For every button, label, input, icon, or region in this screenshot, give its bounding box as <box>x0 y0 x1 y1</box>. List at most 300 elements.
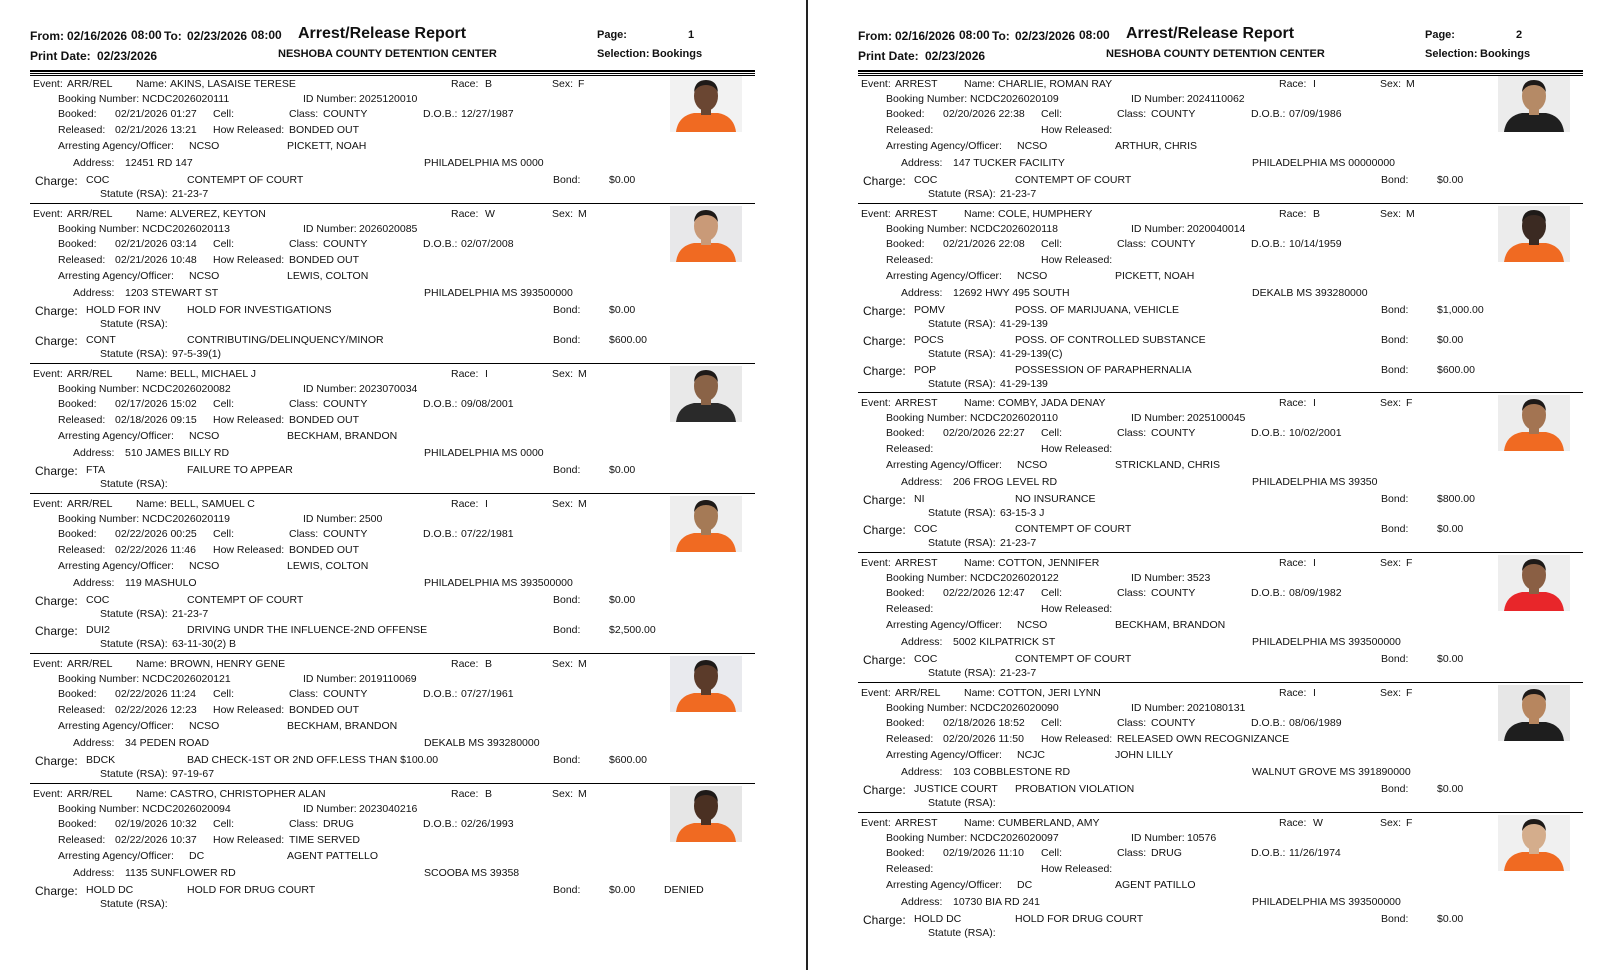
arresting-officer: BECKHAM, BRANDON <box>1115 619 1226 631</box>
date-of-birth: 08/06/1989 <box>1289 717 1342 729</box>
charge-code: HOLD DC <box>86 884 134 896</box>
street-address: 119 MASHULO <box>125 577 197 589</box>
mugshot-graphic <box>670 496 742 552</box>
statute-label: Statute (RSA): <box>928 318 996 330</box>
street-address: 1203 STEWART ST <box>125 287 219 299</box>
report-title: Arrest/Release Report <box>298 25 467 42</box>
statute-value: 97-5-39(1) <box>172 348 222 360</box>
class-value: DRUG <box>1151 847 1182 859</box>
street-address: 510 JAMES BILLY RD <box>125 447 230 459</box>
event-value: ARR/REL <box>67 658 113 670</box>
booked-datetime: 02/21/2026 22:08 <box>943 238 1025 250</box>
class-label: Class: <box>289 238 319 250</box>
dob-label: D.O.B.: <box>1251 587 1286 599</box>
charge-label: Charge: <box>35 174 78 188</box>
class-label: Class: <box>289 398 319 410</box>
bond-amount: $800.00 <box>1437 493 1475 505</box>
released-label: Released: <box>886 603 934 615</box>
sex-label: Sex: <box>552 208 574 220</box>
id-number: 2024110062 <box>1187 93 1245 105</box>
report-title: Arrest/Release Report <box>1126 25 1295 42</box>
sex-label: Sex: <box>1380 817 1402 829</box>
street-address: 12692 HWY 495 SOUTH <box>953 287 1070 299</box>
id-number-label: ID Number: <box>1131 572 1185 584</box>
booking-number: NCDC2026020090 <box>970 702 1059 714</box>
charge-label: Charge: <box>863 913 906 927</box>
race-value: W <box>485 208 495 220</box>
street-address: 5002 KILPATRICK ST <box>953 636 1056 648</box>
charge-description: POSSESSION OF PARAPHERNALIA <box>1015 364 1192 376</box>
class-value: COUNTY <box>323 688 368 700</box>
booking-number: NCDC2026020121 <box>142 673 231 685</box>
booked-datetime: 02/17/2026 15:02 <box>115 398 197 410</box>
inmate-name: COTTON, JERI LYNN <box>998 687 1101 699</box>
statute-label: Statute (RSA): <box>928 927 996 939</box>
how-released-value: BONDED OUT <box>289 124 360 136</box>
arresting-agency-label: Arresting Agency/Officer: <box>58 430 174 442</box>
dob-label: D.O.B.: <box>1251 717 1286 729</box>
booked-label: Booked: <box>58 818 97 830</box>
booking-number: NCDC2026020118 <box>970 223 1058 235</box>
mugshot-photo <box>670 656 742 712</box>
bond-label: Bond: <box>553 884 581 896</box>
cell-label: Cell: <box>1041 238 1063 250</box>
race-value: B <box>485 78 493 90</box>
charge-label: Charge: <box>863 364 906 378</box>
statute-value: 41-29-139 <box>1000 318 1048 330</box>
cell-label: Cell: <box>213 688 235 700</box>
how-released-label: How Released: <box>1041 443 1113 455</box>
statute-label: Statute (RSA): <box>100 478 168 490</box>
sex-label: Sex: <box>552 78 574 90</box>
bond-amount: $0.00 <box>609 884 636 896</box>
arresting-agency: NCSO <box>1017 140 1048 152</box>
address-label: Address: <box>901 766 943 778</box>
booked-datetime: 02/19/2026 11:10 <box>943 847 1024 859</box>
date-of-birth: 07/27/1961 <box>461 688 514 700</box>
charge-code: BDCK <box>86 754 116 766</box>
race-value: I <box>1313 397 1316 409</box>
cell-label: Cell: <box>1041 847 1063 859</box>
bond-amount: $0.00 <box>1437 783 1464 795</box>
id-number-label: ID Number: <box>1131 412 1185 424</box>
bond-amount: $0.00 <box>609 594 636 606</box>
bond-amount: $0.00 <box>609 174 636 186</box>
city-state-zip: DEKALB MS 393280000 <box>1252 287 1368 299</box>
class-label: Class: <box>1117 238 1147 250</box>
how-released-value: TIME SERVED <box>289 834 360 846</box>
booking-record <box>30 203 755 360</box>
charge-description: CONTEMPT OF COURT <box>1015 653 1132 665</box>
class-label: Class: <box>1117 108 1147 120</box>
id-number: 2026020085 <box>359 223 418 235</box>
street-address: 103 COBBLESTONE RD <box>953 766 1071 778</box>
name-label: Name: <box>964 557 995 569</box>
sex-value: F <box>1406 557 1413 569</box>
booked-label: Booked: <box>58 398 97 410</box>
statute-value: 21-23-7 <box>1000 667 1037 679</box>
to-label: To: <box>164 29 182 43</box>
released-datetime: 02/21/2026 13:21 <box>115 124 197 136</box>
bond-amount: $600.00 <box>609 334 647 346</box>
booking-number: NCDC2026020122 <box>970 572 1059 584</box>
charge-code: COC <box>914 653 938 665</box>
street-address: 10730 BIA RD 241 <box>953 896 1040 908</box>
sex-value: M <box>578 208 587 220</box>
charge-description: DRIVING UNDR THE INFLUENCE-2ND OFFENSE <box>187 624 428 636</box>
charge-code: POMV <box>914 304 945 316</box>
address-label: Address: <box>901 476 943 488</box>
charge-description: CONTRIBUTING/DELINQUENCY/MINOR <box>187 334 384 346</box>
bond-label: Bond: <box>553 334 581 346</box>
print-date-label: Print Date: <box>30 49 91 63</box>
cell-label: Cell: <box>213 818 235 830</box>
mugshot-graphic <box>670 76 742 132</box>
charge-label: Charge: <box>35 304 78 318</box>
sex-value: M <box>578 368 587 380</box>
city-state-zip: WALNUT GROVE MS 391890000 <box>1252 766 1411 778</box>
print-date: 02/23/2026 <box>97 49 158 63</box>
event-value: ARR/REL <box>67 788 113 800</box>
facility-name: NESHOBA COUNTY DETENTION CENTER <box>1106 48 1325 60</box>
mugshot-graphic <box>1498 815 1570 871</box>
dob-label: D.O.B.: <box>1251 847 1286 859</box>
event-label: Event: <box>33 368 63 380</box>
charge-label: Charge: <box>863 653 906 667</box>
name-label: Name: <box>136 788 167 800</box>
mugshot-photo <box>1498 555 1570 611</box>
event-label: Event: <box>33 208 63 220</box>
arresting-agency: DC <box>189 850 205 862</box>
charge-code: JUSTICE COURT <box>914 783 998 795</box>
bond-label: Bond: <box>1381 334 1409 346</box>
to-label: To: <box>992 29 1010 43</box>
sex-label: Sex: <box>1380 208 1402 220</box>
street-address: 34 PEDEN ROAD <box>125 737 210 749</box>
how-released-label: How Released: <box>1041 733 1113 745</box>
id-number-label: ID Number: <box>303 93 357 105</box>
mugshot-graphic <box>670 786 742 842</box>
selection-label: Selection: <box>1425 48 1478 60</box>
booking-record <box>858 812 1583 942</box>
statute-value: 41-29-139 <box>1000 378 1048 390</box>
inmate-name: BELL, MICHAEL J <box>170 368 256 380</box>
id-number: 10576 <box>1187 832 1217 844</box>
race-label: Race: <box>1279 397 1307 409</box>
arresting-officer: LEWIS, COLTON <box>287 270 369 282</box>
sex-value: F <box>578 78 585 90</box>
event-value: ARR/REL <box>895 687 941 699</box>
booking-number-label: Booking Number: <box>886 412 968 424</box>
cell-label: Cell: <box>213 398 235 410</box>
booking-record <box>30 493 755 650</box>
city-state-zip: PHILADELPHIA MS 0000 <box>424 447 544 459</box>
from-date: 02/16/2026 <box>895 29 956 43</box>
cell-label: Cell: <box>1041 108 1063 120</box>
city-state-zip: PHILADELPHIA MS 00000000 <box>1252 157 1396 169</box>
released-label: Released: <box>58 124 106 136</box>
class-value: COUNTY <box>1151 108 1196 120</box>
dob-label: D.O.B.: <box>423 398 458 410</box>
name-label: Name: <box>964 208 995 220</box>
mugshot-photo <box>1498 395 1570 451</box>
class-label: Class: <box>1117 427 1147 439</box>
mugshot-graphic <box>1498 206 1570 262</box>
bond-amount: $0.00 <box>1437 913 1464 925</box>
mugshot-graphic <box>1498 685 1570 741</box>
how-released-label: How Released: <box>213 414 285 426</box>
race-value: W <box>1313 817 1323 829</box>
arresting-officer: STRICKLAND, CHRIS <box>1115 459 1221 471</box>
event-value: ARREST <box>895 817 938 829</box>
statute-label: Statute (RSA): <box>928 667 996 679</box>
statute-label: Statute (RSA): <box>100 188 168 200</box>
class-value: COUNTY <box>323 398 368 410</box>
booking-number-label: Booking Number: <box>886 223 968 235</box>
class-label: Class: <box>1117 717 1147 729</box>
dob-label: D.O.B.: <box>423 108 458 120</box>
charge-label: Charge: <box>863 783 906 797</box>
bond-label: Bond: <box>553 174 581 186</box>
sex-label: Sex: <box>1380 78 1402 90</box>
booked-datetime: 02/22/2026 12:47 <box>943 587 1025 599</box>
charge-description: HOLD FOR DRUG COURT <box>1015 913 1144 925</box>
bond-label: Bond: <box>1381 493 1409 505</box>
booking-number: NCDC2026020097 <box>970 832 1059 844</box>
sex-label: Sex: <box>552 498 574 510</box>
id-number: 2025100045 <box>1187 412 1246 424</box>
charge-code: COC <box>914 174 938 186</box>
race-label: Race: <box>1279 817 1307 829</box>
bond-amount: $0.00 <box>1437 174 1464 186</box>
id-number: 2020040014 <box>1187 223 1246 235</box>
arresting-agency: NCSO <box>1017 619 1048 631</box>
to-time: 08:00 <box>1079 28 1110 42</box>
header-rule <box>30 70 755 72</box>
name-label: Name: <box>964 78 995 90</box>
bond-label: Bond: <box>553 624 581 636</box>
booked-datetime: 02/20/2026 22:27 <box>943 427 1025 439</box>
charge-description: NO INSURANCE <box>1015 493 1096 505</box>
sex-value: F <box>1406 687 1413 699</box>
bond-status: DENIED <box>664 884 704 896</box>
page-number: 1 <box>688 29 695 41</box>
released-datetime: 02/20/2026 11:50 <box>943 733 1024 745</box>
statute-value: 97-19-67 <box>172 768 215 780</box>
name-label: Name: <box>136 208 167 220</box>
booking-number-label: Booking Number: <box>886 832 968 844</box>
booking-record <box>858 392 1583 549</box>
statute-value: 21-23-7 <box>172 188 209 200</box>
how-released-label: How Released: <box>1041 254 1113 266</box>
address-label: Address: <box>73 157 115 169</box>
city-state-zip: PHILADELPHIA MS 393500000 <box>1252 896 1401 908</box>
charge-label: Charge: <box>35 884 78 898</box>
class-label: Class: <box>289 688 319 700</box>
mugshot-photo <box>1498 685 1570 741</box>
report-page-2 <box>858 0 1588 970</box>
how-released-label: How Released: <box>213 704 285 716</box>
page-label: Page: <box>597 29 627 41</box>
bond-label: Bond: <box>1381 783 1409 795</box>
race-label: Race: <box>1279 208 1307 220</box>
charge-label: Charge: <box>863 174 906 188</box>
dob-label: D.O.B.: <box>1251 238 1286 250</box>
booked-label: Booked: <box>58 108 97 120</box>
booking-number: NCDC2026020119 <box>142 513 230 525</box>
how-released-value: BONDED OUT <box>289 254 360 266</box>
cell-label: Cell: <box>1041 587 1063 599</box>
booking-number: NCDC2026020110 <box>970 412 1058 424</box>
arresting-officer: AGENT PATTELLO <box>287 850 379 862</box>
charge-code: CONT <box>86 334 116 346</box>
bond-amount: $0.00 <box>1437 653 1464 665</box>
booked-label: Booked: <box>886 427 925 439</box>
booking-number-label: Booking Number: <box>58 383 140 395</box>
dob-label: D.O.B.: <box>423 818 458 830</box>
how-released-value: RELEASED OWN RECOGNIZANCE <box>1117 733 1290 745</box>
charge-description: CONTEMPT OF COURT <box>187 594 304 606</box>
inmate-name: AKINS, LASAISE TERESE <box>170 78 296 90</box>
booked-label: Booked: <box>58 238 97 250</box>
race-value: I <box>485 368 488 380</box>
charge-description: FAILURE TO APPEAR <box>187 464 293 476</box>
race-value: I <box>485 498 488 510</box>
id-number: 2021080131 <box>1187 702 1246 714</box>
sex-value: F <box>1406 397 1413 409</box>
event-label: Event: <box>33 498 63 510</box>
class-label: Class: <box>1117 587 1147 599</box>
booking-number-label: Booking Number: <box>58 673 140 685</box>
sex-value: M <box>1406 78 1415 90</box>
released-datetime: 02/22/2026 10:37 <box>115 834 197 846</box>
race-label: Race: <box>451 368 479 380</box>
charge-label: Charge: <box>863 334 906 348</box>
address-label: Address: <box>73 287 115 299</box>
inmate-name: BELL, SAMUEL C <box>170 498 255 510</box>
city-state-zip: PHILADELPHIA MS 393500000 <box>424 287 573 299</box>
city-state-zip: PHILADELPHIA MS 393500000 <box>1252 636 1401 648</box>
name-label: Name: <box>136 658 167 670</box>
id-number: 2023040216 <box>359 803 418 815</box>
race-value: I <box>1313 687 1316 699</box>
event-label: Event: <box>861 397 891 409</box>
released-label: Released: <box>58 834 106 846</box>
from-time: 08:00 <box>131 28 162 42</box>
booking-number-label: Booking Number: <box>58 803 140 815</box>
class-value: COUNTY <box>1151 427 1196 439</box>
bond-amount: $1,000.00 <box>1437 304 1484 316</box>
inmate-name: COTTON, JENNIFER <box>998 557 1100 569</box>
mugshot-photo <box>670 496 742 552</box>
mugshot-photo <box>670 366 742 422</box>
name-label: Name: <box>136 368 167 380</box>
statute-label: Statute (RSA): <box>928 797 996 809</box>
arresting-agency: NCSO <box>189 140 220 152</box>
arresting-agency: NCSO <box>1017 459 1048 471</box>
arresting-agency: NCSO <box>189 560 220 572</box>
date-of-birth: 10/02/2001 <box>1289 427 1342 439</box>
bond-amount: $2,500.00 <box>609 624 656 636</box>
statute-label: Statute (RSA): <box>100 898 168 910</box>
address-label: Address: <box>901 636 943 648</box>
booking-number: NCDC2026020109 <box>970 93 1059 105</box>
cell-label: Cell: <box>213 528 235 540</box>
address-label: Address: <box>901 287 943 299</box>
inmate-name: ALVEREZ, KEYTON <box>170 208 266 220</box>
id-number-label: ID Number: <box>303 803 357 815</box>
address-label: Address: <box>73 867 115 879</box>
booking-number-label: Booking Number: <box>886 572 968 584</box>
released-label: Released: <box>58 414 106 426</box>
bond-label: Bond: <box>553 464 581 476</box>
arresting-agency-label: Arresting Agency/Officer: <box>58 720 174 732</box>
id-number: 2500 <box>359 513 383 525</box>
how-released-label: How Released: <box>1041 603 1113 615</box>
cell-label: Cell: <box>213 238 235 250</box>
bond-label: Bond: <box>1381 304 1409 316</box>
id-number-label: ID Number: <box>303 673 357 685</box>
selection-value: Bookings <box>1480 48 1531 60</box>
id-number-label: ID Number: <box>1131 832 1185 844</box>
released-label: Released: <box>58 254 106 266</box>
class-value: COUNTY <box>323 528 368 540</box>
inmate-name: BROWN, HENRY GENE <box>170 658 286 670</box>
bond-label: Bond: <box>1381 364 1409 376</box>
id-number-label: ID Number: <box>303 383 357 395</box>
event-label: Event: <box>861 78 891 90</box>
name-label: Name: <box>136 78 167 90</box>
booking-record <box>858 552 1583 682</box>
race-label: Race: <box>451 208 479 220</box>
address-label: Address: <box>901 157 943 169</box>
released-label: Released: <box>58 544 106 556</box>
race-value: B <box>485 788 493 800</box>
booking-number-label: Booking Number: <box>58 93 140 105</box>
how-released-label: How Released: <box>1041 124 1113 136</box>
inmate-name: COLE, HUMPHERY <box>998 208 1093 220</box>
address-label: Address: <box>73 737 115 749</box>
charge-code: COC <box>86 594 110 606</box>
from-label: From: <box>30 29 64 43</box>
arresting-officer: BECKHAM, BRANDON <box>287 720 398 732</box>
id-number-label: ID Number: <box>1131 93 1185 105</box>
sex-label: Sex: <box>1380 687 1402 699</box>
released-datetime: 02/18/2026 09:15 <box>115 414 197 426</box>
charge-label: Charge: <box>35 464 78 478</box>
id-number-label: ID Number: <box>1131 223 1185 235</box>
date-of-birth: 02/26/1993 <box>461 818 514 830</box>
bond-label: Bond: <box>1381 523 1409 535</box>
arresting-agency-label: Arresting Agency/Officer: <box>886 140 1002 152</box>
sex-label: Sex: <box>552 368 574 380</box>
bond-amount: $600.00 <box>1437 364 1475 376</box>
charge-label: Charge: <box>35 754 78 768</box>
booked-datetime: 02/21/2026 01:27 <box>115 108 197 120</box>
charge-label: Charge: <box>35 334 78 348</box>
date-of-birth: 07/09/1986 <box>1289 108 1342 120</box>
class-value: COUNTY <box>1151 238 1196 250</box>
dob-label: D.O.B.: <box>1251 427 1286 439</box>
charge-description: PROBATION VIOLATION <box>1015 783 1135 795</box>
to-date: 02/23/2026 <box>187 29 248 43</box>
class-value: COUNTY <box>323 108 368 120</box>
arresting-agency-label: Arresting Agency/Officer: <box>886 459 1002 471</box>
race-label: Race: <box>451 788 479 800</box>
booking-record <box>30 363 755 493</box>
statute-label: Statute (RSA): <box>928 537 996 549</box>
city-state-zip: SCOOBA MS 39358 <box>424 867 520 879</box>
